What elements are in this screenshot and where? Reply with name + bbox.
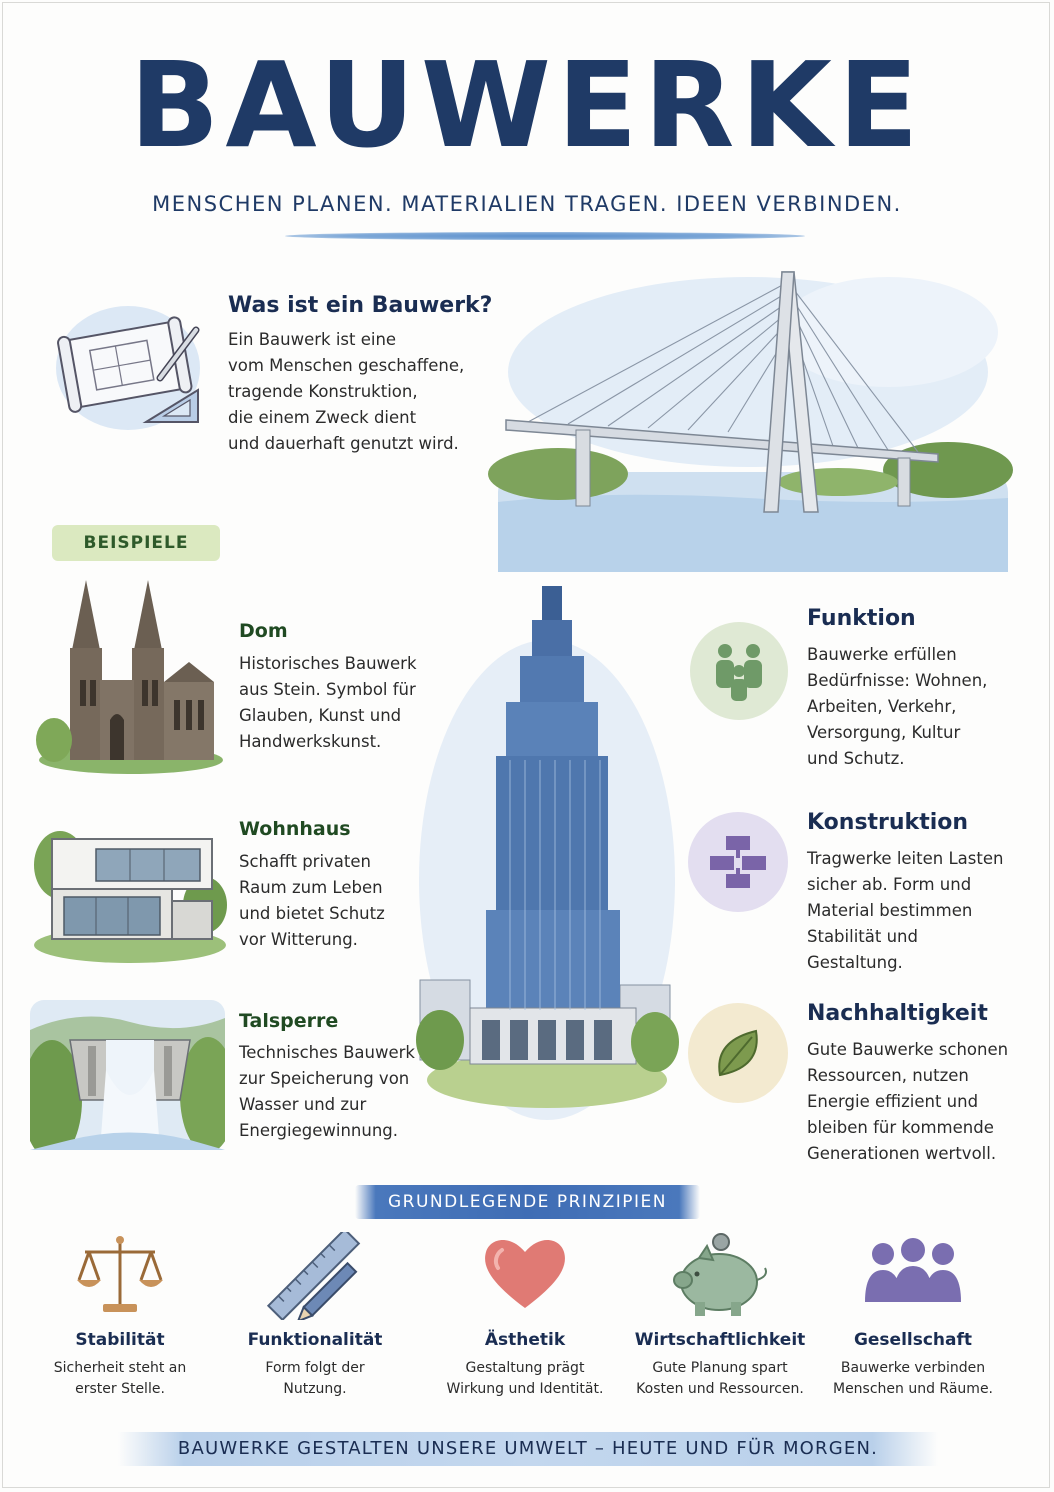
poster-title: BAUWERKE	[129, 36, 925, 174]
principles-band: GRUNDLEGENDE PRINZIPIEN	[355, 1185, 700, 1219]
blueprint-icon	[48, 290, 208, 440]
scale-icon	[75, 1232, 165, 1316]
house-image	[30, 805, 230, 965]
intro-heading: Was ist ein Bauwerk?	[228, 293, 493, 318]
aspect-text-funktion: Bauwerke erfüllen Bedürfnisse: Wohnen, Arbeiten, Verkehr, Versorgung, Kultur und Schutz.	[807, 645, 988, 768]
example-title-wohnhaus: Wohnhaus	[239, 818, 351, 840]
example-title-dom: Dom	[239, 620, 288, 642]
aspect-title-konstruktion: Konstruktion	[807, 810, 969, 835]
footer-banner: BAUWERKE GESTALTEN UNSERE UMWELT – HEUTE UND FÜR MORGEN.	[118, 1432, 938, 1466]
principle-wirtschaftlichkeit: Wirtschaftlichkeit Gute Planung spart Kosten und Ressourcen.	[625, 1232, 815, 1400]
family-icon	[707, 639, 771, 703]
ruler-pencil-icon	[265, 1232, 365, 1320]
dam-image	[30, 1000, 225, 1150]
heart-icon	[480, 1232, 570, 1312]
aspect-title-nachhaltigkeit: Nachhaltigkeit	[807, 1001, 988, 1026]
skyscraper-image	[410, 580, 685, 1120]
poster-subtitle: MENSCHEN PLANEN. MATERIALIEN TRAGEN. IDEEN VERBINDEN.	[152, 192, 902, 216]
structure-icon	[706, 834, 770, 890]
examples-badge: BEISPIELE	[52, 525, 220, 561]
aspect-text-konstruktion: Tragwerke leiten Lasten sicher ab. Form und Material bestimmen Stabilität und Gestaltung.	[807, 849, 1004, 972]
aspect-text-nachhaltigkeit: Gute Bauwerke schonen Ressourcen, nutzen Energie effizient und bleiben für kommende Generationen wertvoll.	[807, 1040, 1009, 1163]
example-title-talsperre: Talsperre	[239, 1010, 339, 1032]
principle-stabilitaet: Stabilität Sicherheit steht an erster Stelle.	[25, 1232, 215, 1400]
principle-aesthetik: Ästhetik Gestaltung prägt Wirkung und Identität.	[430, 1232, 620, 1400]
example-text-talsperre: Technisches Bauwerk zur Speicherung von Wasser und zur Energiegewinnung.	[239, 1043, 415, 1140]
sustainability-circle	[688, 1003, 788, 1103]
function-circle	[690, 622, 788, 720]
piggy-bank-icon	[665, 1232, 775, 1320]
example-text-dom: Historisches Bauwerk aus Stein. Symbol für Glauben, Kunst und Handwerkskunst.	[239, 654, 417, 751]
construction-circle	[688, 812, 788, 912]
subtitle-underline	[285, 232, 805, 240]
leaf-icon	[708, 1023, 768, 1083]
example-text-wohnhaus: Schafft privaten Raum zum Leben und bietet Schutz vor Witterung.	[239, 852, 385, 949]
principle-funktionalitaet: Funktionalität Form folgt der Nutzung.	[220, 1232, 410, 1400]
cathedral-image	[36, 570, 226, 775]
cable-stayed-bridge-image	[488, 262, 1018, 582]
aspect-title-funktion: Funktion	[807, 606, 916, 631]
people-icon	[863, 1232, 963, 1312]
intro-text: Ein Bauwerk ist eine vom Menschen geschaffene, tragende Konstruktion, die einem Zweck dient und dauerhaft genutzt wird.	[228, 330, 465, 453]
principle-gesellschaft: Gesellschaft Bauwerke verbinden Menschen und Räume.	[818, 1232, 1008, 1400]
